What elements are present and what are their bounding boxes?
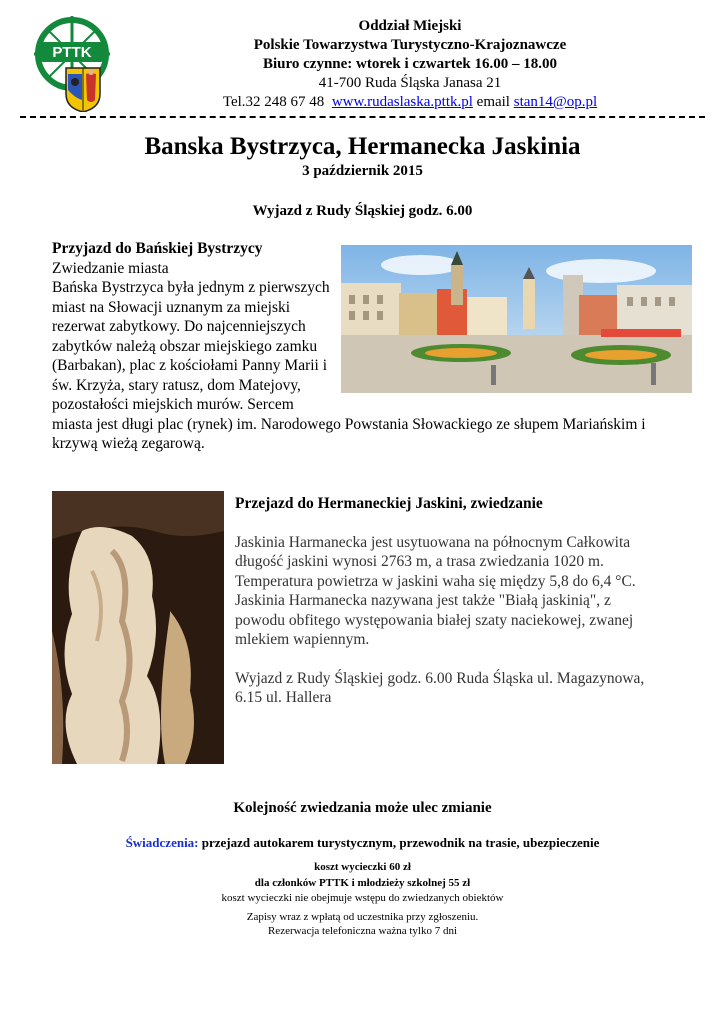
email-link[interactable]: stan14@op.pl: [513, 94, 598, 110]
benefits-label: Świadczenia:: [125, 835, 199, 850]
pttk-logo: [30, 12, 114, 112]
office-hours: Biuro czynne: wtorek i czwartek 16.00 – 18.00: [263, 56, 557, 72]
phone: Tel.32 248 67 48: [222, 94, 325, 110]
section1-body: Bańska Bystrzyca była jednym z pierwszych miast na Słowacji uznanym za miejski rezerwat zabytkowy. Do najcenniejszych zabytków należą obszar miejskiego zamku (Barbakan), plac z kościołami Panny Marii i św. Krzyża, stary ratusz, dom Matejovy, pozostałości miejskich murów. Sercem miasta jest długi plac (rynek) im. Narodowego Powstania Słowackiego ze słupem Mariańskim i krzywą wieżą zegarową.: [52, 279, 646, 452]
order-note: Kolejność zwiedzania może ulec zmianie: [233, 800, 492, 816]
website-link[interactable]: www.rudaslaska.pttk.pl: [331, 94, 473, 110]
logo-text: PTTK: [52, 44, 92, 61]
section2-title: Przejazd do Hermaneckiej Jaskini, zwiedzanie: [235, 495, 543, 512]
organization-header: [150, 17, 670, 112]
signup-info: Zapisy wraz z wpłatą od uczestnika przy zgłoszeniu.: [246, 911, 479, 923]
header-line2: Polskie Towarzystwa Turystyczno-Krajoznawcze: [253, 37, 567, 53]
contact-line: [150, 93, 670, 112]
cave-photo: [52, 491, 224, 764]
section-hermanecka-cave: [235, 494, 655, 708]
header-line1: Oddział Miejski: [358, 18, 462, 34]
benefits-text: przejazd autokarem turystycznym, przewodnik na trasie, ubezpieczenie: [198, 835, 600, 850]
town-square-photo: [341, 245, 692, 393]
trip-cost: koszt wycieczki 60 zł: [314, 861, 411, 873]
trip-date: 3 październik 2015: [302, 163, 423, 179]
section-banska-bystrica: [52, 239, 692, 454]
member-cost: dla członków PTTK i młodzieży szkolnej 55 zł: [254, 877, 471, 889]
transport-info: Wyjazd z Rudy Śląskiej godz. 6.00 Ruda Śląska ul. Magazynowa, 6.15 ul. Hallera: [235, 669, 645, 706]
email-label: email: [476, 94, 510, 110]
departure-info: Wyjazd z Rudy Śląskiej godz. 6.00: [252, 203, 473, 219]
section1-subtitle: Zwiedzanie miasta: [52, 259, 169, 277]
reservation-info: Rezerwacja telefoniczna ważna tylko 7 dni: [267, 925, 458, 937]
address: 41-700 Ruda Śląska Janasa 21: [318, 75, 502, 91]
page-title: Banska Bystrzyca, Hermanecka Jaskinia: [144, 133, 581, 160]
benefits: [0, 835, 725, 851]
cost-note: koszt wycieczki nie obejmuje wstępu do zwiedzanych obiektów: [221, 892, 504, 904]
section1-title: Przyjazd do Bańskiej Bystrzycy: [52, 240, 263, 257]
section2-body: Jaskinia Harmanecka jest usytuowana na północnym Całkowita długość jaskini wynosi 2763 m, a trasa zwiedzania 1020 m. Temperatura powietrza w jaskini waha się między 5,8 do 6,4 °C. Jaskinia Harmanecka nazywana jest także "Białą jaskinią", z powodu obfitego występowania białej szaty naciekowej, zwanej mlekiem wapiennym.: [235, 533, 636, 648]
divider: [20, 116, 705, 118]
